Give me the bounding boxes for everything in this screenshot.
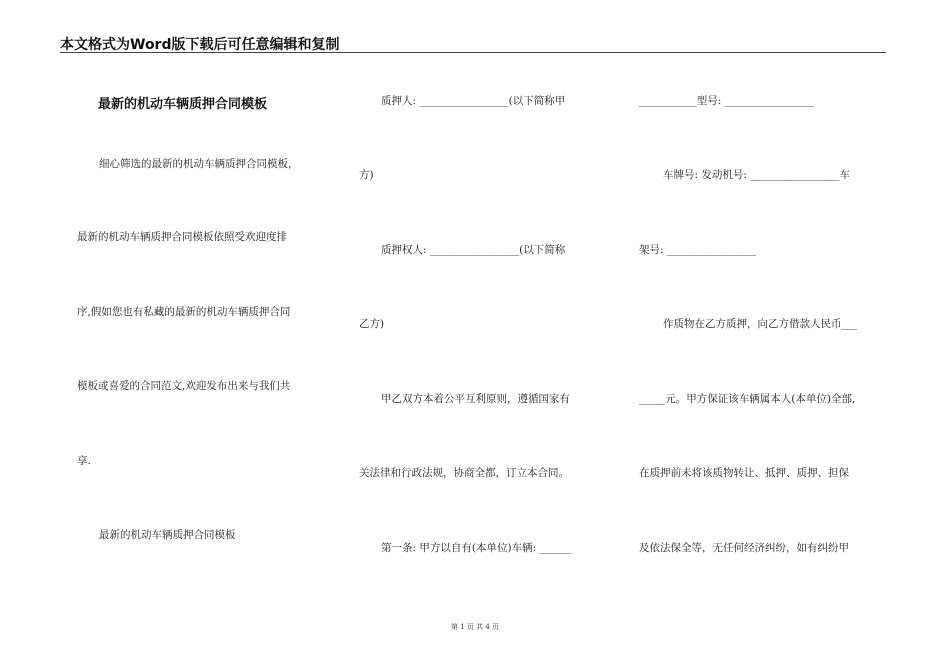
contract-line: 关法律和行政法规，协商全都，订立本合同。 xyxy=(359,467,569,479)
document-title: 最新的机动车辆质押合同模板 xyxy=(98,97,268,112)
contract-line: 质押人: _________________(以下简称甲 xyxy=(381,95,566,107)
contract-line: 第一条: 甲方以自有(本单位)车辆: ______ xyxy=(381,542,571,554)
contract-line: 方) xyxy=(359,169,374,181)
contract-line: _____元。甲方保证该车辆属本人(本单位)全部, xyxy=(639,393,856,405)
paragraph-line: 享. xyxy=(77,455,91,467)
contract-line: 及依法保全等，无任何经济纠纷，如有纠纷甲 xyxy=(639,542,849,554)
contract-line: 甲乙双方本着公平互利原则，遵循国家有 xyxy=(381,393,570,405)
contract-line: 乙方) xyxy=(359,318,385,330)
paragraph-line: 最新的机动车辆质押合同模板依照受欢迎度排 xyxy=(77,231,287,243)
paragraph-line: 模板或喜爱的合同范文,欢迎发布出来与我们共 xyxy=(77,380,291,392)
header-divider xyxy=(60,52,886,53)
paragraph-line: 序,假如您也有私藏的最新的机动车辆质押合同 xyxy=(77,306,291,318)
page-number: 第 1 页 共 4 页 xyxy=(450,623,500,631)
contract-line: 质押权人: _________________(以下简称 xyxy=(381,244,566,256)
contract-line: 作质物在乙方质押，向乙方借款人民币___ xyxy=(663,318,858,330)
contract-line: 架号: _________________ xyxy=(639,244,757,256)
section-heading: 最新的机动车辆质押合同模板 xyxy=(99,529,236,541)
contract-line: 在质押前未将该质物转让、抵押、质押、担保 xyxy=(639,467,849,479)
paragraph-line: 细心筛选的最新的机动车辆质押合同模板， xyxy=(99,158,299,170)
contract-line: 车牌号: 发动机号: _________________车 xyxy=(663,169,851,181)
document-header: 本文格式为Word版下载后可任意编辑和复制 xyxy=(60,37,340,53)
contract-line: ___________型号: _________________ xyxy=(639,95,814,107)
